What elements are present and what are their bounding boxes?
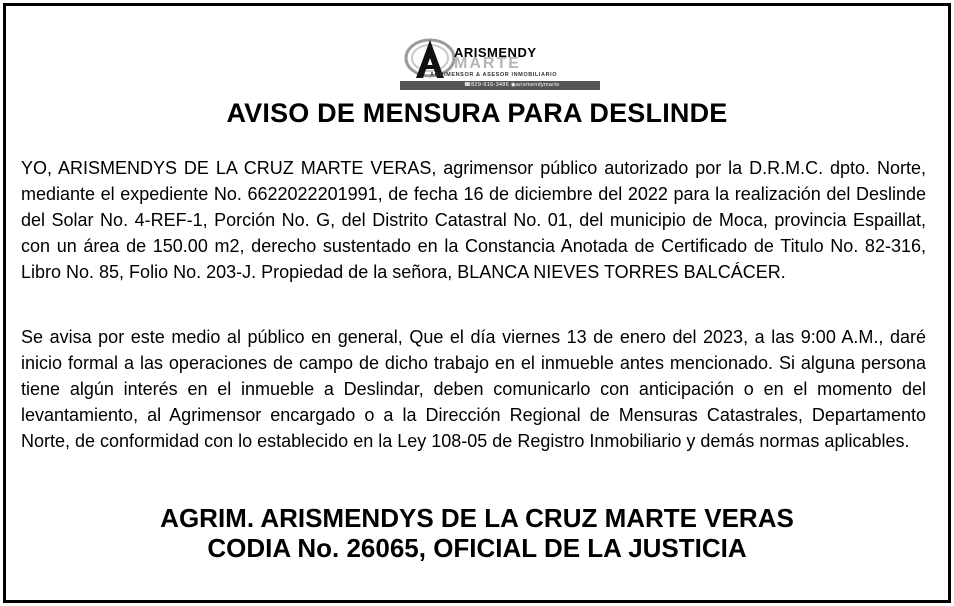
logo-contact-info: ☎829-916-3486 ◉arismendymarte xyxy=(464,82,560,88)
logo-tagline: AGRIMENSOR & ASESOR INMOBILIARIO xyxy=(430,72,558,78)
signature-credentials: CODIA No. 26065, OFICIAL DE LA JUSTICIA xyxy=(207,533,747,563)
notice-title: AVISO DE MENSURA PARA DESLINDE xyxy=(226,98,728,128)
company-logo xyxy=(400,38,600,92)
signature-name: AGRIM. ARISMENDYS DE LA CRUZ MARTE VERAS xyxy=(160,503,794,533)
notice-paragraph-1: YO, ARISMENDYS DE LA CRUZ MARTE VERAS, agrimensor público autorizado por la D.R.M.C. dpto. Norte, mediante el expediente No. 6622022201991, de fecha 16 de diciembre del 2022 para la realización del Deslinde del Solar No. 4-REF-1, Porción No. G, del Distrito Catastral No. 01, del municipio de Moca, provincia Espaillat, con un área de 150.00 m2, derecho sustentado en la Constancia Anotada de Certificado de Titulo No. 82-316, Libro No. 85, Folio No. 203-J. Propiedad de la señora, BLANCA NIEVES TORRES BALCÁCER. xyxy=(21,158,926,282)
notice-paragraph-2: Se avisa por este medio al público en general, Que el día viernes 13 de enero del 2023, a las 9:00 A.M., daré inicio formal a las operaciones de campo de dicho trabajo en el inmueble antes mencionado. Si alguna persona tiene algún interés en el inmueble a Deslindar, deben comunicarlo con anticipación o en el momento del levantamiento, al Agrimensor encargado o a la Dirección Regional de Mensuras Catastrales, Departamento Norte, de conformidad con lo establecido en la Ley 108-05 de Registro Inmobiliario y demás normas aplicables. xyxy=(21,327,926,451)
logo-brand-surname: MARTE xyxy=(454,55,521,72)
logo-brand-name: ARISMENDY xyxy=(454,45,537,60)
